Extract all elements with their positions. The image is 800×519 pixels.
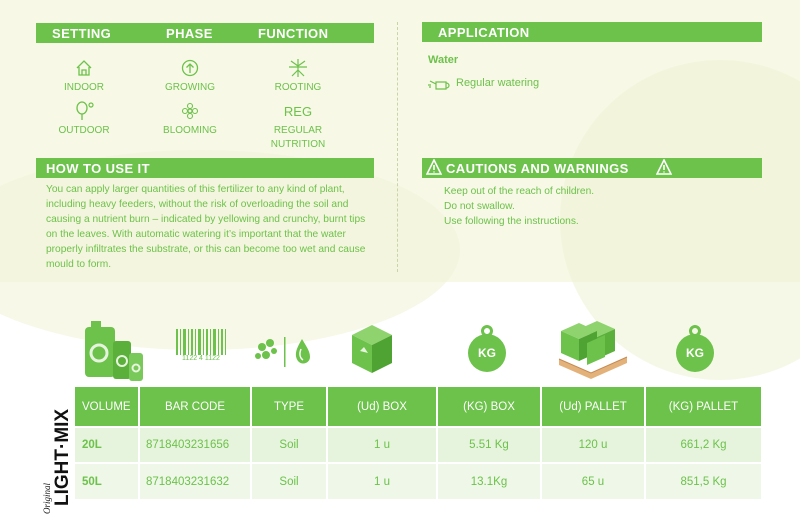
cell-kg-box: 13.1Kg: [437, 463, 541, 499]
roots-icon: [258, 57, 338, 79]
how-to-text: You can apply larger quantities of this fertilizer to any kind of plant, including heavy feeders, without the risk of overloading the soil and causing a nutrient burn – indicated by yellowing and crunchy, burnt tips on the leaves. With automatic watering it’s important that the water properly infiltrates the substrate, or this can become too wet and cause mould to form.: [46, 184, 366, 270]
house-icon: [44, 57, 124, 79]
col-volume: VOLUME: [75, 387, 139, 427]
regular-watering-label: Regular watering: [456, 77, 540, 89]
cell-barcode: 8718403231656: [139, 427, 251, 463]
box-icon: [348, 323, 396, 380]
reg-icon: REG: [283, 103, 313, 119]
col-ud-pallet: (Ud) PALLET: [541, 387, 645, 427]
function-header: FUNCTION: [258, 26, 329, 41]
table-header-row: [75, 387, 761, 427]
specs-table: [75, 387, 761, 499]
function-regular-nutrition: [258, 100, 338, 152]
col-barcode: BAR CODE: [139, 387, 251, 427]
containers-icon: [83, 321, 147, 388]
warning-item: Use following the instructions.: [444, 216, 579, 227]
brand-logo: [34, 396, 74, 516]
weight-kg-icon: [673, 325, 717, 378]
cautions-bar: [422, 158, 762, 178]
cell-kg-pallet: 661,2 Kg: [645, 427, 761, 463]
rooting-label: ROOTING: [274, 82, 322, 93]
application-water: Water: [428, 54, 459, 66]
cell-type: Soil: [251, 463, 327, 499]
warning-item: Do not swallow.: [444, 201, 515, 212]
outdoor-label: OUTDOOR: [58, 125, 110, 136]
application-header: APPLICATION: [438, 25, 530, 40]
flower-icon: [150, 100, 230, 122]
cell-ud-pallet: 65 u: [541, 463, 645, 499]
watering-can-icon: [428, 78, 454, 90]
how-to-header: HOW TO USE IT: [46, 161, 150, 176]
cell-barcode: 8718403231632: [139, 463, 251, 499]
warning-icon: [426, 159, 442, 178]
table-row: [75, 463, 761, 499]
col-ud-box: (Ud) BOX: [327, 387, 437, 427]
up-arrow-icon: [150, 57, 230, 79]
function-rooting: [258, 57, 338, 95]
cell-ud-box: 1 u: [327, 463, 437, 499]
brand-original: Original: [42, 482, 52, 514]
setting-indoor: [44, 57, 124, 95]
divider: [397, 22, 398, 272]
cell-type: Soil: [251, 427, 327, 463]
cell-ud-pallet: 120 u: [541, 427, 645, 463]
barcode-icon: [175, 329, 227, 368]
phase-header: PHASE: [166, 26, 213, 41]
kg-label: KG: [478, 346, 496, 360]
phase-growing: [150, 57, 230, 95]
cell-volume: 50L: [75, 463, 139, 499]
warning-icon: [656, 159, 672, 178]
col-type: TYPE: [251, 387, 327, 427]
kg-label: KG: [686, 346, 704, 360]
cell-kg-box: 5.51 Kg: [437, 427, 541, 463]
table-row: [75, 427, 761, 463]
cell-kg-pallet: 851,5 Kg: [645, 463, 761, 499]
barcode-digits: 1122 4 1122: [182, 355, 220, 362]
application-bar: [422, 22, 762, 42]
regular-nutrition-label: REGULAR NUTRITION: [270, 125, 326, 150]
blooming-label: BLOOMING: [163, 125, 217, 136]
weight-kg-icon: [465, 325, 509, 378]
setting-header: SETTING: [52, 26, 112, 41]
how-to-bar: [36, 158, 374, 178]
soil-type-icon: [252, 333, 314, 376]
product-icons-row: [0, 315, 800, 385]
cell-ud-box: 1 u: [327, 427, 437, 463]
setting-phase-function-bar: [36, 23, 374, 43]
cautions-header: CAUTIONS AND WARNINGS: [446, 161, 629, 176]
brand-name: LIGHT·MIX: [52, 408, 73, 506]
warnings-list: [444, 184, 594, 229]
tree-icon: [44, 100, 124, 122]
growing-label: GROWING: [165, 82, 215, 93]
col-kg-box: (KG) BOX: [437, 387, 541, 427]
indoor-label: INDOOR: [64, 82, 104, 93]
cell-volume: 20L: [75, 427, 139, 463]
pallet-icon: [557, 319, 629, 384]
phase-blooming: [150, 100, 230, 138]
col-kg-pallet: (KG) PALLET: [645, 387, 761, 427]
setting-outdoor: [44, 100, 124, 138]
warning-item: Keep out of the reach of children.: [444, 186, 595, 197]
